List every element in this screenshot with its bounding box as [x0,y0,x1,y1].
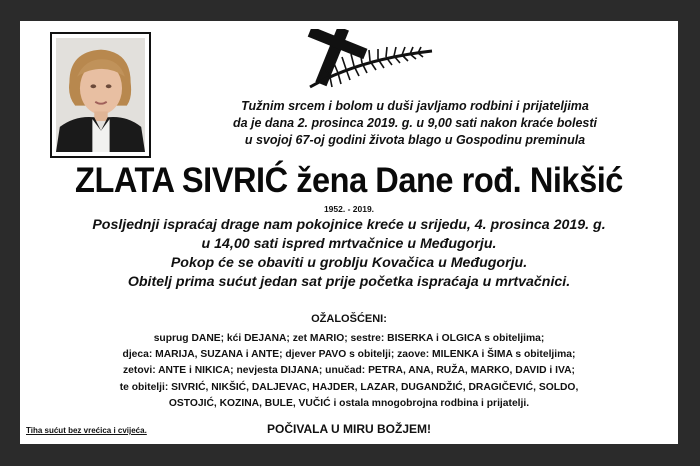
funeral-line: Obitelj prima sućut jedan sat prije početka ispraćaja u mrtvačnici. [127,274,571,290]
funeral-line: Pokop će se obaviti u groblju Kovačica u Međugorju. [170,255,528,271]
intro-line: da je dana 2. prosinca 2019. g. u 9,00 sati nakon kraće bolesti [232,116,598,130]
mourners-line: te obitelji: SIVRIĆ, NIKŠIĆ, DALJEVAC, HAJDER, LAZAR, DUGANDŽIĆ, DRAGIČEVIĆ, SOLDO, [119,381,579,393]
mourners-heading: OŽALOŠĆENI: [311,313,387,325]
portrait-image [56,38,145,152]
mourners-line: djeca: MARIJA, SUZANA i ANTE; djever PAVO s obitelji; zaove: MILENKA i ŠIMA s obiteljima; [122,349,576,361]
funeral-line: u 14,00 sati ispred mrtvačnice u Međugorju. [201,236,497,252]
intro-line: u svojoj 67-oj godini života blago u Gospodinu preminula [244,133,586,147]
obituary-card [20,21,678,444]
deceased-name: ZLATA SIVRIĆ žena Dane rođ. Nikšić [75,161,623,200]
mourners-line: suprug DANE; kći DEJANA; zet MARIO; sestre: BISERKA i OLGICA s obiteljima; [153,333,545,344]
portrait-frame [50,32,151,158]
funeral-details [20,216,678,292]
life-years: 1952. - 2019. [323,204,375,214]
closing-line: POČIVALA U MIRU BOŽJEM! [267,422,431,436]
portrait-photo [56,38,145,152]
cross-with-palm-icon [290,29,440,97]
intro-text [180,98,650,149]
condolence-note: Tiha sućut bez vrećica i cvijeća. [26,426,147,435]
mourners-line: zetovi: ANTE i NIKICA; nevjesta DIJANA; unučad: PETRA, ANA, RUŽA, MARKO, DAVID i IVA; [123,365,575,377]
mourners-line: OSTOJIĆ, KOZINA, BULE, VUČIĆ i ostala mnogobrojna rodbina i prijatelji. [168,397,530,409]
mourners-list [20,331,678,412]
funeral-line: Posljednji ispraćaj drage nam pokojnice kreće u srijedu, 4. prosinca 2019. g. [92,217,606,233]
intro-line: Tužnim srcem i bolom u duši javljamo rodbini i prijateljima [241,99,589,113]
